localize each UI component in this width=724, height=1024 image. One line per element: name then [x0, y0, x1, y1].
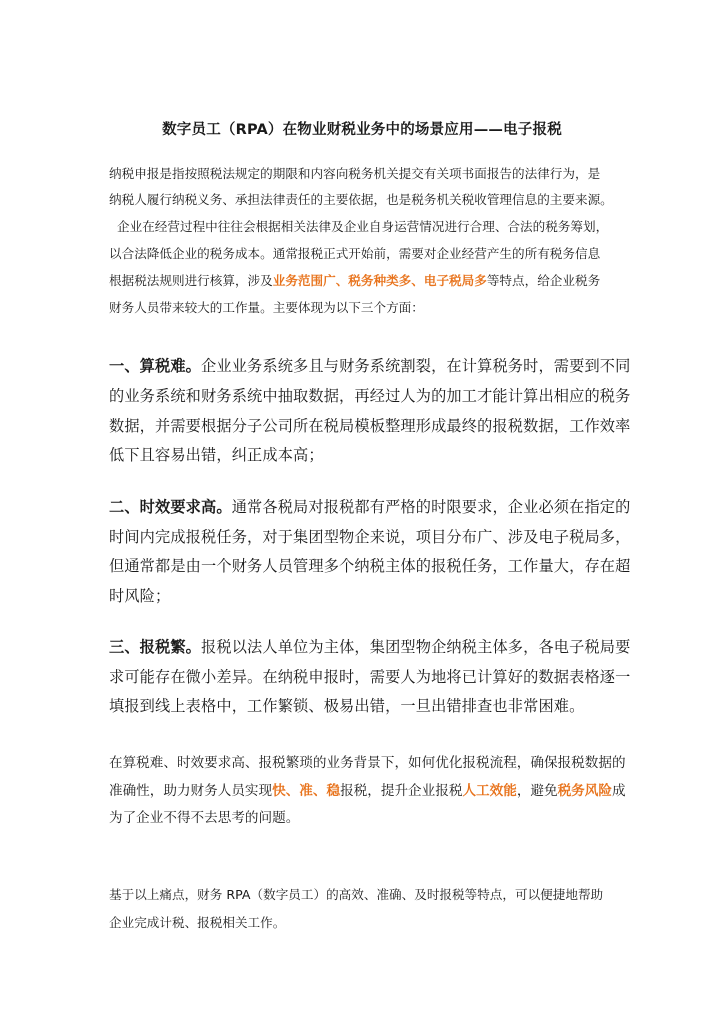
summary-highlight-1: 快、准、稳	[272, 783, 341, 799]
summary-highlight-2: 人工效能	[462, 783, 517, 799]
intro-line-6: 财务人员带来较大的工作量。主要体现为以下三个方面：	[109, 300, 424, 315]
section-2-line-1	[109, 496, 630, 517]
summary-line-3: 为了企业不得不去思考的问题。	[109, 810, 300, 826]
section-2-heading: 二、时效要求高。	[109, 498, 232, 516]
summary-line-2	[109, 779, 626, 799]
closing-line-1: 基于以上痛点，财务 RPA（数字员工）的高效、准确、及时报税等特点，可以便捷地帮助	[109, 887, 604, 902]
section-1-line-2: 的业务系统和财务系统中抽取数据，再经过人为的加工才能计算出相应的税务	[109, 387, 631, 405]
intro-highlight: 业务范围广、税务种类多、电子税局多	[272, 273, 487, 288]
closing-line-2: 企业完成计税、报税相关工作。	[109, 915, 286, 930]
intro-line-1: 纳税申报是指按照税法规定的期限和内容向税务机关提交有关项书面报告的法律行为，是	[109, 166, 601, 181]
summary-text-b: 报税，提升企业报税	[340, 783, 463, 799]
section-1-line-4: 低下且容易出错，纠正成本高；	[109, 446, 324, 464]
section-1-line-3: 数据，并需要根据分子公司所在税局模板整理形成最终的报税数据，工作效率	[109, 417, 631, 435]
intro-line-5	[109, 270, 600, 289]
section-3-line-2: 求可能存在微小差异。在纳税申报时，需要人为地将已计算好的数据表格逐一	[109, 668, 631, 686]
summary-text-a: 准确性，助力财务人员实现	[109, 783, 273, 799]
intro-line-5-text-a: 根据税法规则进行核算，涉及	[109, 273, 273, 288]
section-3-line-1	[109, 636, 630, 657]
summary-text-c: ，避免	[516, 783, 558, 799]
section-1-line-1	[109, 355, 630, 376]
intro-line-3: 企业在经营过程中往往会根据相关法律及企业自身运营情况进行合理、合法的税务筹划，	[117, 219, 609, 234]
section-3-line-3: 填报到线上表格中，工作繁锁、极易出错，一旦出错排查也非常困难。	[109, 697, 585, 715]
summary-text-d: 成	[611, 783, 626, 799]
document-title: 数字员工（RPA）在物业财税业务中的场景应用——电子报税	[162, 122, 562, 138]
section-2-line-4: 时风险；	[109, 587, 171, 605]
section-1-text-1: 企业业务系统多且与财务系统割裂，在计算税务时，需要到不同	[201, 357, 631, 375]
intro-line-5-text-b: 等特点，给企业税务	[486, 273, 601, 288]
summary-line-1: 在算税难、时效要求高、报税繁琐的业务背景下，如何优化报税流程，确保报税数据的	[109, 755, 626, 771]
section-3-heading: 三、报税繁。	[109, 638, 202, 656]
section-3-text-1: 报税以法人单位为主体，集团型物企纳税主体多，各电子税局要	[201, 638, 631, 656]
intro-line-2: 纳税人履行纳税义务、承担法律责任的主要依据，也是税务机关税收管理信息的主要来源。	[109, 192, 613, 207]
section-2-line-3: 但通常都是由一个财务人员管理多个纳税主体的报税任务，工作量大，存在超	[109, 557, 631, 575]
intro-line-4: 以合法降低企业的税务成本。通常报税正式开始前，需要对企业经营产生的所有税务信息	[109, 246, 601, 261]
section-2-text-1: 通常各税局对报税都有严格的时限要求，企业必须在指定的	[231, 498, 631, 516]
section-2-line-2: 时间内完成报税任务，对于集团型物企来说，项目分布广、涉及电子税局多，	[109, 528, 631, 546]
section-1-heading: 一、算税难。	[109, 357, 202, 375]
summary-highlight-3: 税务风险	[557, 783, 612, 799]
